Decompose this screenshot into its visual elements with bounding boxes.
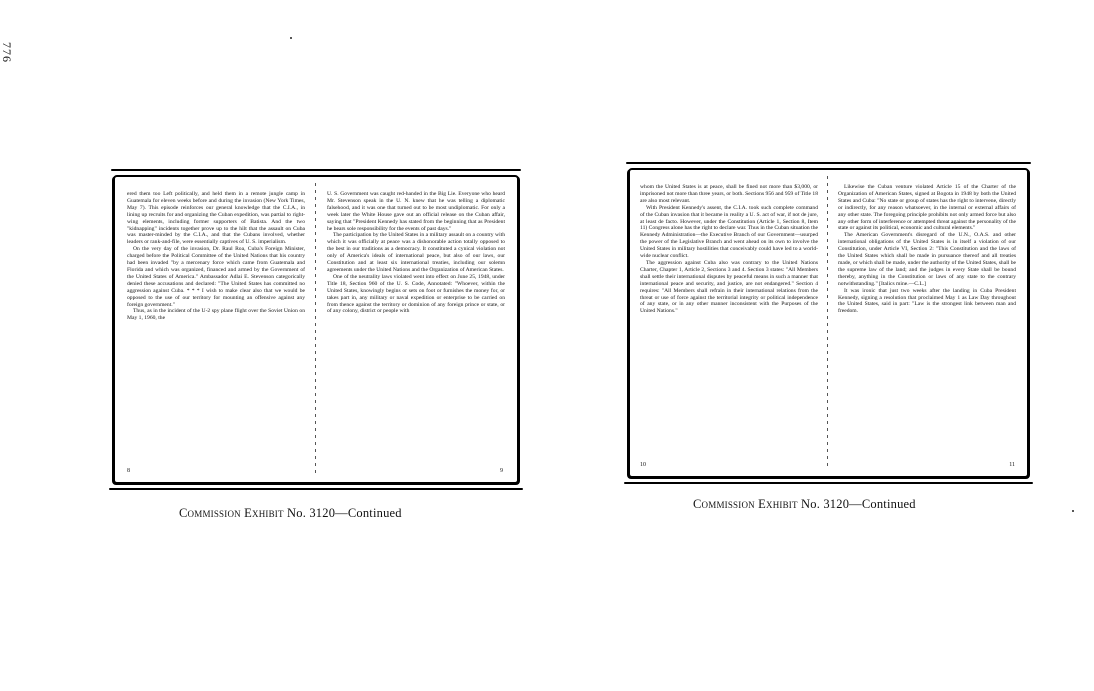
exhibit-booklet-left (113, 175, 519, 484)
text-column-page-11 (838, 184, 1016, 442)
caption-rest: No. 3120—Continued (283, 506, 402, 520)
booklet-bottom-edge (624, 482, 1033, 484)
folio-right: 9 (500, 468, 503, 474)
exhibit-booklet-right (628, 168, 1029, 478)
paragraph: The aggression against Cuba also was contrary to the United Nations Charter, Chapter 1, Article 2, Sections 3 and 4. Section 3 states: "All Members shall settle their international disputes by peaceful means in such a manner that international peace and security, and justice, are not endangered." Section 4 requires: "All Members shall refrain in their international relations from the threat or use of force against the territorial integrity or political independence of any state, or in any other manner inconsistent with the Purposes of the United Nations." (640, 259, 818, 315)
paragraph: On the very day of the invasion, Dr. Raul Roa, Cuba's Foreign Minister, charged before the Political Committee of the United Nations that his country had been invaded "by a mercenary force which came from Guatemala and Florida and which was organized, financed and armed by the Government of the United States of America." Ambassador Adlai E. Stevenson categorically denied these accusations and declared: "The United States has committed no aggression against Cuba. * * * I wish to make clear also that we would be opposed to the use of our territory for mounting an offensive against any foreign government." (127, 246, 305, 308)
paragraph: The participation by the United States in a military assault on a country with which it was officially at peace was a dishonorable action totally opposed to the best in our traditions as a democracy. It constituted a cynical violation not only of America's ideals of international peace, but also of our laws, our Constitution and at least six international treaties, including our solemn agreements under the United Nations and the Organization of American States. (327, 232, 505, 273)
caption-small-caps: Commission Exhibit (693, 497, 798, 511)
paragraph: The American Government's disregard of the U.N., O.A.S. and other international obligations of the United States is in itself a violation of our Constitution, under Article VI, Section 2: "This Constitution and the laws of the United States which shall be made in pursuance thereof and all treaties made, or which shall be made, under the authority of the United States, shall be the supreme law of the land; and the judges in every State shall be bound thereby, anything in the Constitution or laws of any state to the contrary notwithstanding." [Italics mine.—C.L.] (838, 232, 1016, 287)
speck-mark (1072, 510, 1074, 512)
paragraph: Thus, as in the incident of the U-2 spy plane flight over the Soviet Union on May 1, 1960, the (127, 308, 305, 322)
paragraph: With President Kennedy's assent, the C.I.A. took such complete command of the Cuban invasion that it became in reality a U. S. act of war, if not de jure, at least de facto. However, under the Constitution (Article 1, Section 8, Item 11) Congress alone has the right to declare war. Thus in the Cuban situation the Kennedy Administration—the Executive Branch of our Government—usurped the power of the Legislative Branch and went ahead on its own to involve the United States in military hostilities that conceivably could have led to a world-wide nuclear conflict. (640, 204, 818, 260)
exhibit-caption-right (693, 497, 916, 512)
caption-rest: No. 3120—Continued (797, 497, 916, 511)
text-column-page-9 (327, 191, 505, 449)
paragraph: ered them too Left politically, and held them in a remote jungle camp in Guatemala for eleven weeks before and during the invasion (New York Times, May 7). This episode reinforces our general knowledge that the C.I.A., in lining up recruits for and organizing the Cuban expedition, was partial to right-wing elements, including former supporters of Batista. And the two "kidnapping" incidents together prove up to the hilt that the assault on Cuba was master-minded by the C.I.A., and that the Cubans involved, whether leaders or rank-and-file, were essentially captives of U. S. imperialism. (127, 191, 305, 246)
booklet-top-edge (111, 169, 521, 171)
text-column-page-8 (127, 191, 305, 449)
paragraph: whom the United States is at peace, shall be fined not more than $3,000, or imprisoned not more than three years, or both. Sections 956 and 959 of Title 18 are also most relevant. (640, 184, 818, 204)
caption-small-caps: Commission Exhibit (179, 506, 284, 520)
exhibit-caption-left (179, 506, 402, 521)
paragraph: It was ironic that just two weeks after the landing in Cuba President Kennedy, signing a resolution that proclaimed May 1 as Law Day throughout the United States, said in part: "Law is the strongest link between man and freedom. (838, 287, 1016, 315)
speck-mark (290, 37, 292, 39)
booklet-top-edge (626, 162, 1031, 164)
booklet-bottom-edge (109, 488, 523, 490)
folio-right: 11 (1009, 462, 1015, 468)
paragraph: U. S. Government was caught red-handed in the Big Lie. Everyone who heard Mr. Stevenson speak in the U. N. knew that he was telling a diplomatic falsehood, and it was one that turned out to be most undiplomatic. For only a week later the White House gave out an official release on the Cuban affair, saying that "President Kennedy has stated from the beginning that as President he bears sole responsibility for the events of past days." (327, 191, 505, 232)
folio-left: 10 (640, 462, 646, 468)
page-number: 776 (0, 42, 14, 63)
folio-left: 8 (127, 468, 130, 474)
booklet-gutter (827, 176, 828, 470)
paragraph: Likewise the Cuban venture violated Article 15 of the Charter of the Organization of American States, signed at Bogota in 1948 by both the United States and Cuba: "No state or group of states has the right to intervene, directly or indirectly, for any reason whatsoever, in the internal or external affairs of any other state. The foregoing principle prohibits not only armed force but also any other form of interference or attempted threat against the personality of the state or against its political, economic and cultural elements." (838, 184, 1016, 232)
booklet-gutter (315, 183, 316, 476)
text-column-page-10 (640, 184, 818, 442)
paragraph: One of the neutrality laws violated went into effect on June 25, 1948, under Title 18, Section 960 of the U. S. Code, Annotated: "Whoever, within the United States, knowingly begins or sets on foot or furnishes the money for, or takes part in, any military or naval expedition or enterprise to be carried on from thence against the territory or dominion of any foreign prince or state, or of any colony, district or people with (327, 273, 505, 315)
